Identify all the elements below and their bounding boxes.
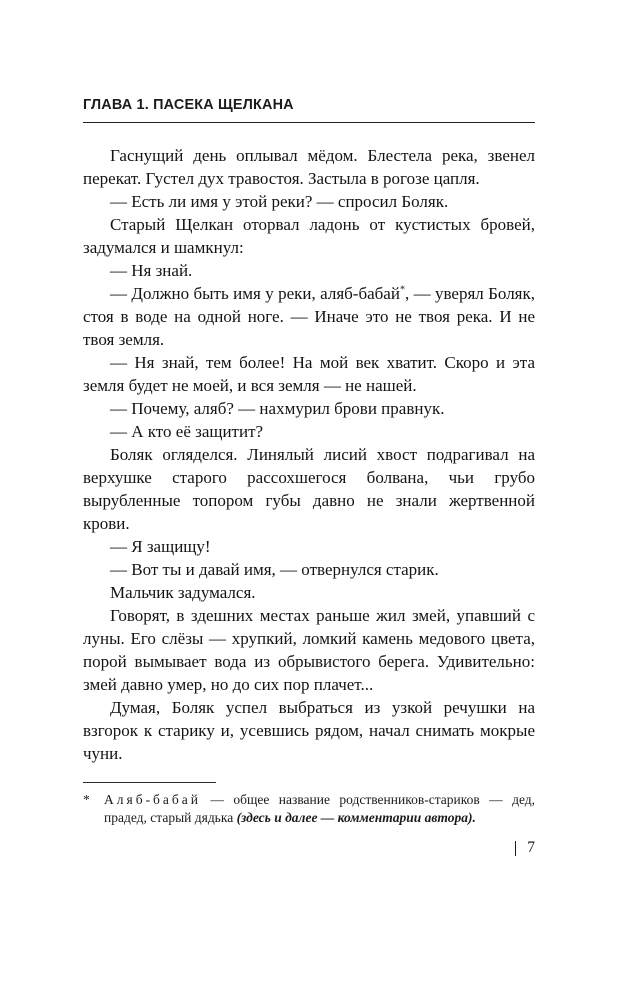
paragraph-10: — Я защищу! <box>110 537 211 556</box>
paragraph-5 <box>83 282 535 351</box>
paragraph-7: — Почему, аляб? — нахмурил брови правнук. <box>110 399 445 418</box>
paragraph-11: — Вот ты и давай имя, — отвернулся старик. <box>110 560 439 579</box>
paragraph-14: Думая, Боляк успел выбраться из узкой речушки на взгорок к старику и, усевшись рядом, начал снимать мокрые чуни. <box>83 698 535 763</box>
page-number-value: 7 <box>527 839 535 856</box>
chapter-header <box>83 96 535 123</box>
paragraph-13: Говорят, в здешних местах раньше жил змей, упавший с луны. Его слёзы — хрупкий, ломкий камень медового цвета, порой вымывает вода из обрывистого берега. Удивительно: змей давно умер, но до сих пор плачет... <box>83 606 535 694</box>
footnote-rule <box>83 782 216 783</box>
footnote-reference-asterisk: * <box>399 284 405 296</box>
paragraph-12: Мальчик задумался. <box>110 583 256 602</box>
paragraph-2: — Есть ли имя у этой реки? — спросил Боляк. <box>110 192 449 211</box>
header-rule <box>83 122 535 123</box>
footnote-emphasis: (здесь и далее — комментарии автора). <box>236 810 476 825</box>
footnote-term: Аляб-бабай <box>104 792 202 807</box>
paragraph-1: Гаснущий день оплывал мёдом. Блестела река, звенел перекат. Густел дух травостоя. Застыла в рогозе цапля. <box>83 146 535 188</box>
page-number-bar <box>515 841 517 856</box>
body-text <box>83 144 535 765</box>
paragraph-3: Старый Щелкан оторвал ладонь от кустистых бровей, задумался и шамкнул: <box>83 215 535 257</box>
footnote-text <box>104 791 535 827</box>
paragraph-5-text-before: — Должно быть имя у реки, аляб-бабай <box>110 284 400 303</box>
chapter-title: ГЛАВА 1. ПАСЕКА ЩЕЛКАНА <box>83 96 294 113</box>
paragraph-9: Боляк огляделся. Линялый лисий хвост подрагивал на верхушке старого рассохшегося болвана, чьи грубо вырубленные топором губы давно не знали жертвенной крови. <box>83 445 535 533</box>
paragraph-8: — А кто её защитит? <box>110 422 264 441</box>
footnote-definition: — общее название родственников-стариков — дед, прадед, старый дядька <box>104 792 535 825</box>
page-number <box>83 839 535 857</box>
footnote-marker: * <box>83 792 90 807</box>
paragraph-4: — Ня знай. <box>110 261 193 280</box>
footnote <box>83 791 535 827</box>
paragraph-5-text-after: , — уверял Боляк, стоя в воде на одной ноге. — Иначе это не твоя река. И не твоя земля. <box>83 284 536 349</box>
paragraph-6: — Ня знай, тем более! На мой век хватит. Скоро и эта земля будет не моей, и вся земля — не нашей. <box>83 353 535 395</box>
page-footer <box>83 782 535 857</box>
